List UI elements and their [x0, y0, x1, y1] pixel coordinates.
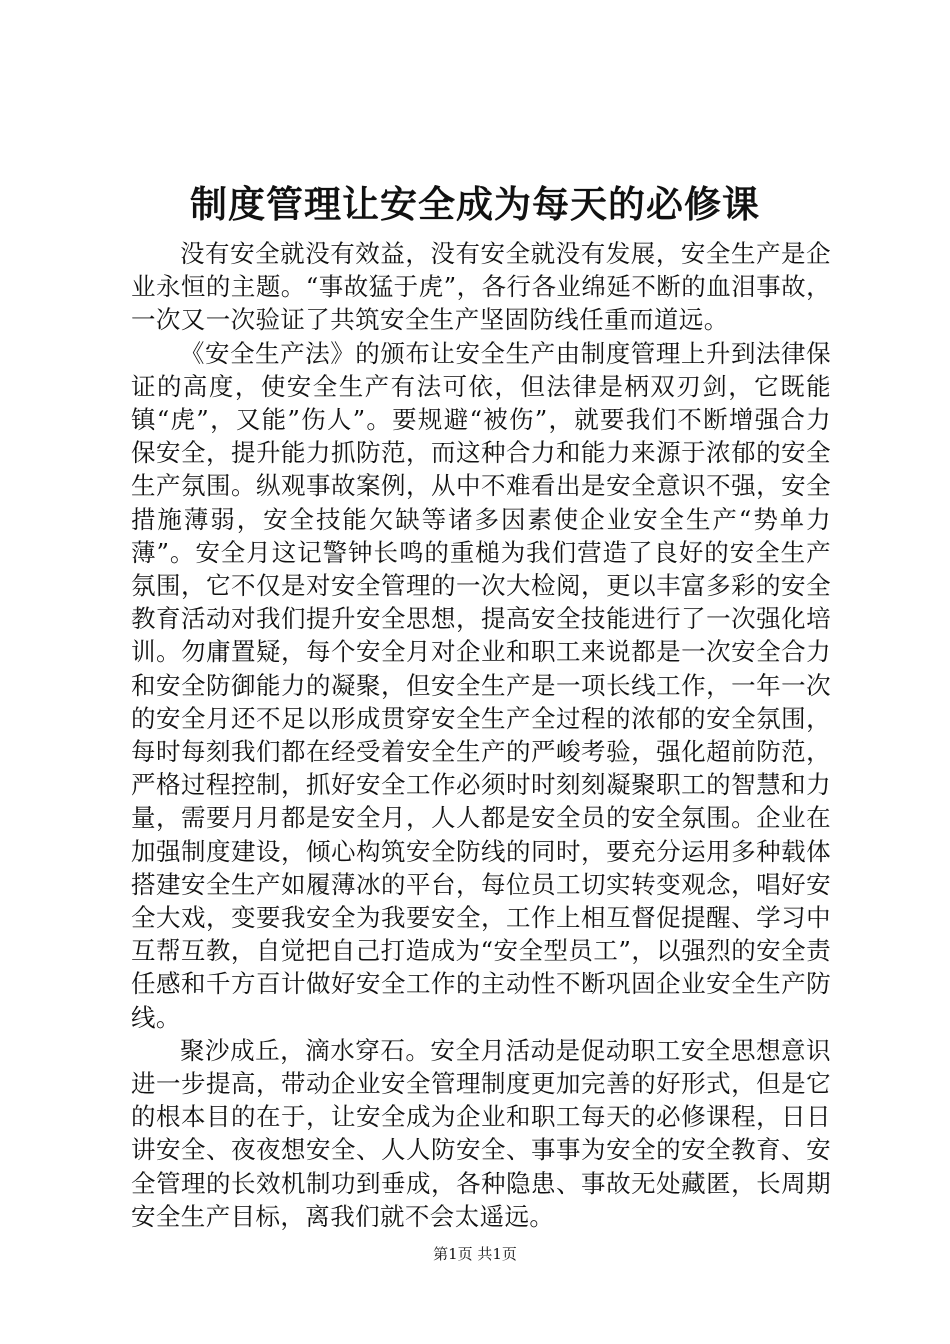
paragraph-1: 没有安全就没有效益，没有安全就没有发展，安全生产是企业永恒的主题。“事故猛于虎”，各行各业绵延不断的血泪事故，一次又一次验证了共筑安全生产坚固防线任重而道远。: [131, 239, 831, 335]
page-footer: 第1页 共1页: [433, 1245, 517, 1263]
paragraph-3: 聚沙成丘，滴水穿石。安全月活动是促动职工安全思想意识进一步提高，带动企业安全管理制度更加完善的好形式，但是它的根本目的在于，让安全成为企业和职工每天的必修课程，日日讲安全、夜夜想安全、人人防安全、事事为安全的安全教育、安全管理的长效机制功到垂成，各种隐患、事故无处藏匿，长周期安全生产目标，离我们就不会太遥远。: [131, 1035, 831, 1231]
paragraph-2: 《安全生产法》的颁布让安全生产由制度管理上升到法律保证的高度，使安全生产有法可依，但法律是柄双刃剑，它既能镇“虎”，又能”伤人”。要规避“被伤”，就要我们不断增强合力保安全，提升能力抓防范，而这种合力和能力来源于浓郁的安全生产氛围。纵观事故案例，从中不难看出是安全意识不强，安全措施薄弱，安全技能欠缺等诸多因素使企业安全生产“势单力薄”。安全月这记警钟长鸣的重槌为我们营造了良好的安全生产氛围，它不仅是对安全管理的一次大检阅，更以丰富多彩的安全教育活动对我们提升安全思想，提高安全技能进行了一次强化培训。勿庸置疑，每个安全月对企业和职工来说都是一次安全合力和安全防御能力的凝聚，但安全生产是一项长线工作，一年一次的安全月还不足以形成贯穿安全生产全过程的浓郁的安全氛围，每时每刻我们都在经受着安全生产的严峻考验，强化超前防范，严格过程控制，抓好安全工作必须时时刻刻凝聚职工的智慧和力量，需要月月都是安全月，人人都是安全员的安全氛围。企业在加强制度建设，倾心构筑安全防线的同时，要充分运用多种载体搭建安全生产如履薄冰的平台，每位员工切实转变观念，唱好安全大戏，变要我安全为我要安全，工作上相互督促提醒、学习中互帮互教，自觉把自己打造成为“安全型员工”，以强烈的安全责任感和千方百计做好安全工作的主动性不断巩固企业安全生产防线。: [131, 338, 831, 1032]
document-title: 制度管理让安全成为每天的必修课: [190, 182, 760, 226]
document-body: [131, 237, 831, 1233]
